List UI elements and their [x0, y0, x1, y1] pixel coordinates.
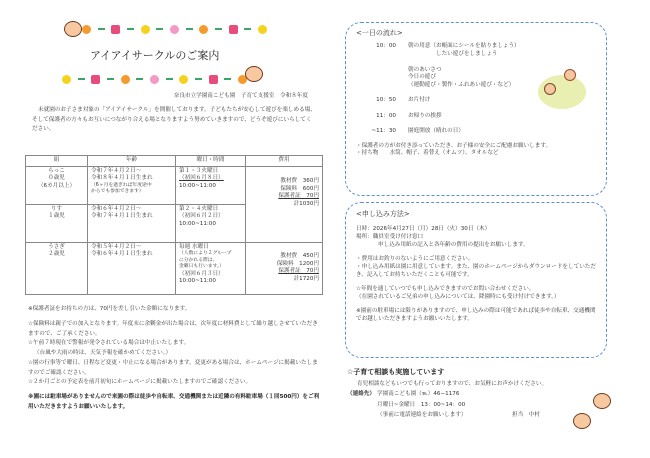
daily-schedule-box: [345, 22, 607, 196]
column-header: 費用: [246, 156, 323, 167]
note: ☆２か月ごとの予定表を前月初旬にホームページに掲載いたしますのでご確認ください。: [28, 379, 252, 386]
group-cell: らっこ ０歳児 （6カ月以上）: [26, 166, 88, 204]
note: （在園されているご兄弟の申し込みについては、降園時にも受け付けできます。）: [356, 294, 560, 301]
schedule-cell: 毎週 水曜日 （人数により２グループ に分かれる際は、 金曜日も行います。） （初回６月３日） 10:00~11:00: [176, 242, 246, 294]
note: ※保護者証をお持ちの方は、70円を差し引いた金額になります。: [28, 306, 191, 312]
section-heading: ☆子育て相談も実施しています: [347, 368, 445, 376]
bee-icon: [245, 66, 263, 82]
column-header: 曜日・時間: [176, 156, 246, 167]
contact-staff: 担当 中村: [512, 411, 540, 418]
note: ・持ち物 水筒、帽子、着替え（オムツ）、タオルなど: [356, 150, 499, 157]
schedule-cell: 第１・３火曜日 （初回６月８日） 10:00~11:00: [176, 166, 246, 204]
group-cell: りす １歳児: [26, 204, 88, 242]
bee-icon: [573, 413, 591, 429]
note: ☆保険料は親子での加入となります。年度末に余剰金が出た場合は、次年度に材料費として繰り越しさせていただきますので、ご了承ください。: [28, 320, 318, 337]
class-table: [25, 155, 323, 295]
table-row: [26, 166, 323, 204]
consultation-section: [347, 366, 617, 420]
fee-cell: 教材費 360円 保険料 600円 保護者証 70円 計1030円: [246, 166, 323, 242]
parking-note: ※園には駐車場がありませんので来園の際は徒歩や自転車、交通機関または近隣の有料駐車場（１回500円）をご利用いただきますようお願いいたします。: [28, 394, 320, 411]
schedule-item: 10：50 お片付け: [376, 97, 431, 104]
note: （台風や大雨の時は、天気予報を確かめてください。）: [34, 350, 172, 357]
application-instructions: 申し込み用紙の記入と各年齢の費用の提出をお願いします。: [378, 242, 529, 249]
schedule-item: 10：00 朝の用意（お帳面にシールを貼りましょう） したい遊びをしましょう: [376, 43, 520, 57]
schedule-cell: 第２・４火曜日 （初回６月２日） 10:00~11:00: [176, 204, 246, 242]
intro-text: 未就園のお子さま対象の「アイアイサークル」を開催しております。子どもたちが安心して遊びを楽しめる場、そして保護者の方々もお互いにつながり合える場となりますよう努めていきますので、どうぞ遊びにいらしてください。: [32, 107, 316, 132]
schedule-item: ~11：30 園庭開放（晴れの日）: [371, 128, 464, 135]
organization-line: 奈良市立学園南こども園 子育て支援室 令和８年度: [173, 93, 308, 99]
contact-hours: 月曜日~金曜日 13：00~14：00: [377, 401, 466, 408]
column-header: 年齢: [88, 156, 176, 167]
notes-section: [28, 305, 323, 413]
schedule-item: 11：00 お帰りの挨拶: [376, 112, 442, 119]
note: ☆年間を通していつでも申し込みできますのでお問い合わせください。: [356, 285, 535, 292]
bee-icon: [64, 21, 82, 37]
note: ・費用はお釣りのないようにご用意ください。: [356, 255, 474, 262]
contact-label: （連絡先）: [347, 391, 375, 398]
age-cell: 令和５年４月２日～ 令和６年４月１日生まれ: [88, 242, 176, 294]
group-cell: うさぎ ２歳児: [26, 242, 88, 294]
note: ☆園の行事等で曜日、日程など変更・中止になる場合があります。変更がある場合は、ホームページに掲載いたしますのでご確認ください。: [28, 359, 318, 376]
age-cell: 令和７年４月２日～ 令和８年４月１日生まれ （6ヶ月を過ぎれば年度途中 からでも参加できます）: [88, 166, 176, 204]
note: ・申し込み用紙は園に用意しています。また、園のホームページからダウンロードをしていただき、記入してお持ちいただくことも可能です。: [356, 264, 596, 279]
fee-cell: 教材費 450円 保険料 1200円 保護者証 70円 計1720円: [246, 242, 323, 294]
contact-phone: 学園南こども園（℡）46−1176: [377, 391, 460, 398]
application-box: [345, 202, 607, 358]
schedule-item: 朝のあいさつ 今日の遊び （運動遊び・製作・ふれあい遊び・など）: [408, 66, 515, 88]
contact-note: （事前に電話連絡をお願いします）: [377, 411, 467, 418]
age-cell: 令和６年４月２日～ 令和７年４月１日生まれ: [88, 204, 176, 242]
note: ☆午前７時現在で警報が発令されている場合は中止いたします。: [28, 340, 190, 347]
table-row: [26, 242, 323, 294]
application-place: 場所：職員室受け付け窓口: [356, 233, 424, 240]
section-heading: <一日の流れ>: [356, 29, 403, 37]
section-heading: <申し込み方法>: [356, 210, 410, 218]
children-playing-illustration: [538, 75, 586, 109]
page-title: アイアイサークルのご案内: [90, 49, 220, 62]
flower-border-top-decoration: [82, 24, 267, 34]
consultation-text: 育児相談などもいつでも行っておりますので、お気軽にお声かけください。: [357, 380, 548, 387]
column-header: 組: [26, 156, 88, 167]
parking-note: ※園前の駐車場には限りがありますので、申し込みの際は可能であれば徒歩や自転車、交通機関でお越しいただきますようお願いいたします。: [356, 307, 596, 323]
application-date: 日時：2026年4月27日（月）28日（火）30日（木）: [356, 225, 491, 232]
bee-icon: [593, 393, 611, 409]
flower-border-bottom-decoration: [62, 74, 247, 84]
note: ・保護者の方がお付き添っていただき、お子様の安全にご配慮お願いします。: [356, 142, 552, 149]
title-banner: [62, 24, 267, 84]
